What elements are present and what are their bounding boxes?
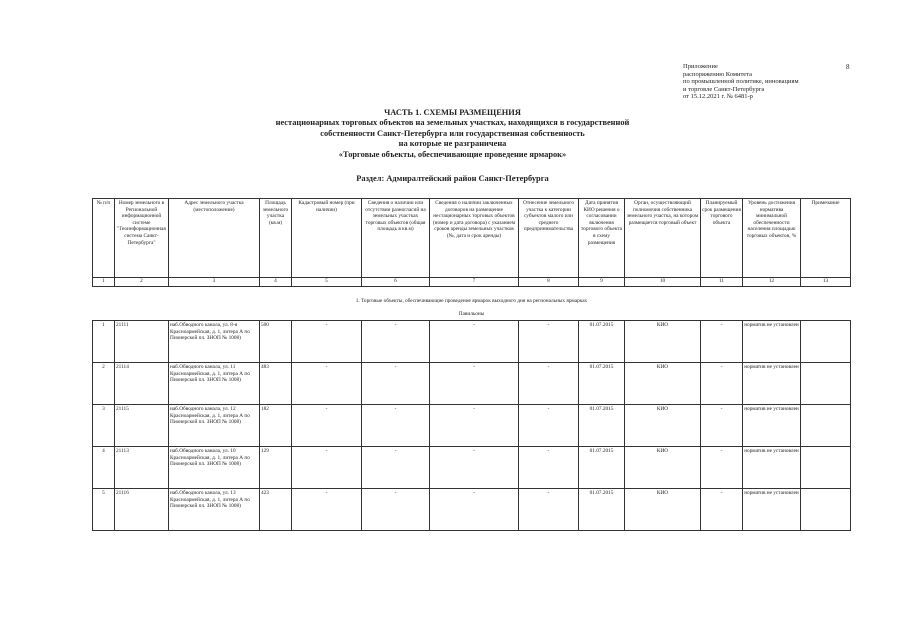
table-cell [801,321,851,363]
column-number: 4 [260,278,292,287]
table-cell: - [430,321,519,363]
title-line: ЧАСТЬ 1. СХЕМЫ РАЗМЕЩЕНИЯ [384,108,521,117]
column-number-row [93,278,851,287]
table-cell: 423 [260,489,292,531]
table-cell: 1 [93,321,115,363]
table-cell: - [701,321,743,363]
table-cell: КИО [625,447,701,489]
header-cell: Номер земельного в Региональной информационной системе "Геоинформационная система Санкт-Петербурга" [115,199,169,278]
table-cell [801,447,851,489]
table-cell: КИО [625,321,701,363]
column-number: 7 [430,278,519,287]
header-cell: Сведения о наличии заключенных договоров на размещение нестационарных торговых объектов (номер и дата договора) с указанием сроков аренды земельных участков (№, дата и срок аренды) [430,199,519,278]
appendix-block [683,63,843,101]
table-cell: 182 [260,405,292,447]
table-cell: - [362,363,430,405]
title-line: на которые не разграничена [398,139,507,149]
table-cell: 2 [93,363,115,405]
document-title [0,108,905,160]
table-cell: - [430,363,519,405]
table-cell: норматив не установлен [743,489,801,531]
header-cell: Дата принятия КИО решения о согласовании включения торгового объекта в схему размещения [579,199,625,278]
title-line: собственности Санкт-Петербурга или государственная собственность [320,128,585,138]
table-cell: 01.07.2015 [579,363,625,405]
table-cell: - [519,489,579,531]
table-header-row [93,199,851,278]
header-cell: Примечание [801,199,851,278]
table-cell: - [430,447,519,489]
table-cell: - [519,321,579,363]
header-cell: Уровень достижения норматива минимальной обеспеченности населения площадью торговых объектов, % [743,199,801,278]
table-cell: 01.07.2015 [579,321,625,363]
table-cell: КИО [625,363,701,405]
table-cell: - [362,405,430,447]
header-cell: № п/п [93,199,115,278]
table-cell: норматив не установлен [743,321,801,363]
column-number: 10 [625,278,701,287]
column-number: 13 [801,278,851,287]
appendix-line: Приложение [683,63,718,70]
table-cell: 129 [260,447,292,489]
table-cell [801,363,851,405]
title-line: «Торговые объекты, обеспечивающие проведение ярмарок» [338,149,567,159]
column-number: 1 [93,278,115,287]
table-cell: норматив не установлен [743,363,801,405]
appendix-line: распоряжению Комитета [683,70,752,78]
title-line: нестационарных торговых объектов на земельных участках, находящихся в государственной [275,118,630,128]
placement-table [92,198,851,531]
table-cell: - [430,489,519,531]
header-cell: Планируемый срок размещения торгового объекта [701,199,743,278]
table-cell: КИО [625,489,701,531]
table-cell: - [519,363,579,405]
column-number: 2 [115,278,169,287]
table-cell: - [701,363,743,405]
table-cell: - [362,489,430,531]
appendix-line: по промышленной политике, инновациям [683,78,799,86]
table-cell: 01.07.2015 [579,447,625,489]
table-cell: - [519,447,579,489]
header-cell: Кадастровый номер (при наличии) [292,199,362,278]
column-number: 5 [292,278,362,287]
table-cell: 3 [93,405,115,447]
header-cell: Орган, осуществляющий полномочия собственника земельного участка, на котором размещается торговый объект [625,199,701,278]
table-cell: 21116 [115,489,169,531]
column-number: 9 [579,278,625,287]
table-cell: - [430,405,519,447]
table-cell: 500 [260,321,292,363]
table-cell: наб.Обводного канала, ул. 8-я Красноармейская, д. 1, литера А по Пионерской пл. ЗНОП № 1008) [169,321,260,363]
group-title: 1. Торговые объекты, обеспечивающие проведение ярмарок выходного дня на региональных ярмарках [355,298,588,304]
table-cell: 21115 [115,405,169,447]
table-cell: 01.07.2015 [579,489,625,531]
table-cell [801,405,851,447]
column-number: 8 [519,278,579,287]
table-cell: - [292,447,362,489]
table-cell: - [292,489,362,531]
table-row [93,321,851,363]
header-cell: Адрес земельного участка (местоположение) [169,199,260,278]
group-subtitle: Павильоны [93,311,851,321]
table-cell: - [701,489,743,531]
table-cell: - [362,447,430,489]
header-cell: Сведения о наличии или отсутствии разногласий на земельных участках торговых объектов (общая площадь в кв.м) [362,199,430,278]
column-number: 12 [743,278,801,287]
table-cell: 21114 [115,363,169,405]
page-number: 8 [846,63,850,71]
table-cell: наб.Обводного канала, ул. 11 Красноармейская, д. 1, литера А по Пионерской пл. ЗНОП № 1008) [169,363,260,405]
table-cell: норматив не установлен [743,447,801,489]
table-cell: наб.Обводного канала, ул. 13 Красноармейская, д. 1, литера А по Пионерской пл. ЗНОП № 1008) [169,489,260,531]
table-cell: - [362,321,430,363]
table-cell: - [292,363,362,405]
table-cell: - [292,321,362,363]
table-cell: 5 [93,489,115,531]
table-cell: 21113 [115,447,169,489]
table-row [93,405,851,447]
section-heading: Раздел: Адмиралтейский район Санкт-Петербурга [356,174,549,183]
table-cell: КИО [625,405,701,447]
table-row [93,363,851,405]
appendix-line: от 15.12.2021 г. № 6481-р [683,93,753,101]
table-cell: - [292,405,362,447]
group-title-row [93,287,851,312]
table-cell: наб.Обводного канала, ул. 12 Красноармейская, д. 1, литера А по Пионерской пл. ЗНОП № 1008) [169,405,260,447]
table-cell: 4 [93,447,115,489]
table-cell: 01.07.2015 [579,405,625,447]
table-cell: норматив не установлен [743,405,801,447]
table-cell: 483 [260,363,292,405]
table-cell: - [701,405,743,447]
table-cell: - [519,405,579,447]
table-cell: наб.Обводного канала, ул. 10 Красноармейская, д. 1, литера А по Пионерской пл. ЗНОП № 1008) [169,447,260,489]
table-cell [801,489,851,531]
table-row [93,447,851,489]
header-cell: Отнесение земельного участка к категории субъектов малого или среднего предпринимательства [519,199,579,278]
column-number: 3 [169,278,260,287]
appendix-line: и торговле Санкт-Петербурга [683,85,765,93]
table-cell: - [701,447,743,489]
column-number: 11 [701,278,743,287]
table-cell: 21111 [115,321,169,363]
table-row [93,489,851,531]
header-cell: Площадь земельного участка (кв.м) [260,199,292,278]
column-number: 6 [362,278,430,287]
group-subtitle-row [93,311,851,321]
